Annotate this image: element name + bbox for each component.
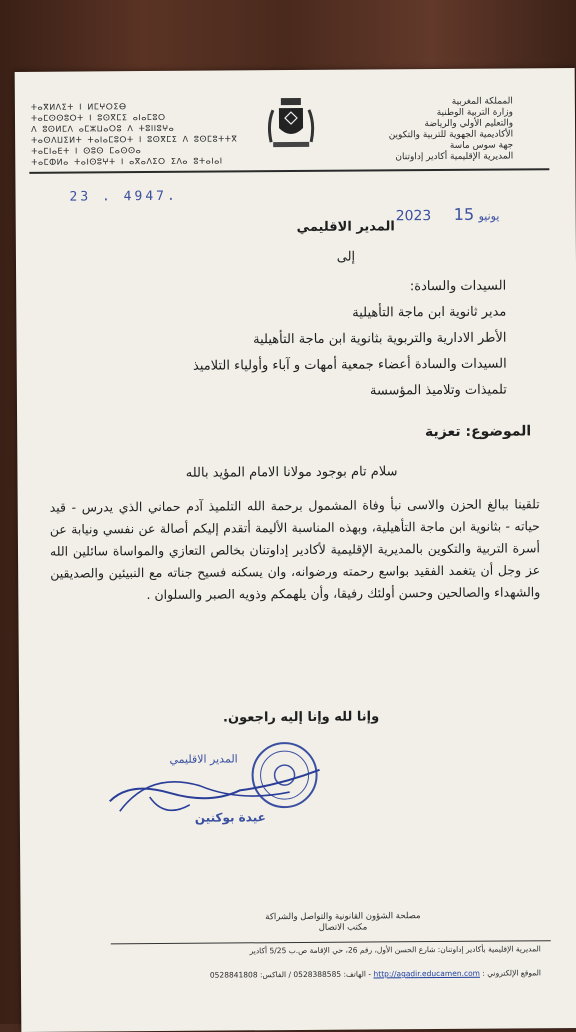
fax-label: الفاكس: [259,970,287,980]
fax-number: 0528841808 [209,970,258,980]
official-letter [15,68,576,1032]
date-day: 15 [453,204,475,224]
to-label: إلى [336,249,356,265]
tifinagh-line: ⵜⴰⵎⵀⵍⴰ ⵜⴰⵏⵙⵓⵖⵜ ⵏ ⴰⴳⴰⴷⵉⵔ ⵉⴷⴰ ⵓⵜⴰⵏⴰⵏ [31,156,223,167]
tifinagh-line: ⵜⴰⴳⵍⴷⵉⵜ ⵏ ⵍⵎⵖⵔⵉⴱ [30,102,127,112]
header-line: والتعليم الأولي والرياضة [424,118,514,130]
signature-block [89,730,350,842]
footer-office [265,911,420,934]
header-line: المديرية الإقليمية أكادير إداوتنان [395,151,514,163]
tifinagh-header [31,100,261,168]
date-month: يونيو [478,209,500,223]
tifinagh-line: ⵜⴰⵙⴷⵡⵉⵍⵜ ⵜⴰⵏⴰⵎⵓⵔⵜ ⵏ ⵓⵙⴳⵎⵉ ⴷ ⵓⵙⵎⵓⵜⵜⴳ [31,134,238,145]
website-link[interactable]: http://agadir.educamen.com [373,968,480,979]
date-year: 2023 [395,208,432,225]
recipient-line: تلميذات وتلاميذ المؤسسة [369,382,507,399]
phone-number: 0528388585 [293,969,342,980]
phone-label: الهاتف: [343,969,367,979]
header-divider [29,168,549,174]
greeting: سلام تام بوجود مولانا الامام المؤيد بالله [185,464,398,481]
website-label: الموقع الإلكتروني : [482,968,541,978]
reference-number: 23 . 4947. [69,188,178,205]
header-line: الأكاديمية الجهوية للتربية والتكوين [388,129,514,141]
tifinagh-line: ⴷ ⵓⵙⵍⵎⴷ ⴰⵎⵣⵡⴰⵔⵓ ⴷ ⵜⵓⵏⵏⵓⵖⴰ [31,123,175,134]
tifinagh-line: ⵜⴰⵎⵏⴰⴹⵜ ⵏ ⵙⵓⵙ ⵎⴰⵙⵙⴰ [31,146,142,156]
header-line: المملكة المغربية [451,96,513,107]
signatory-title: المدير الاقليمي [169,752,238,766]
header-line: جهة سوس ماسة [449,140,514,151]
letter-subject: الموضوع: تعزية [424,423,532,441]
footer-contacts: الموقع الإلكتروني : http://agadir.educamen.com - الهاتف: 0528388585 / الفاكس: 0528841808 [209,968,541,980]
office-name: مصلحة الشؤون القانونية والتواصل والشراكة [265,911,421,923]
body-paragraph: تلقينا ببالغ الحزن والاسى نبأ وفاة المشمول برحمة الله التلميذ آدم حماني الذي يدرس - قيد حياته - بثانوية ابن ماجة التأهيلية، وبهذه المناسبة الأليمة أتقدم إليكم أصالة عن نفسي ونيابة عن أسرة التربية والتكوين بالمديرية الإقليمية لأكادير إداوتنان بخالص التعازي والمواساة سائلين الله عز وجل أن يتغمد الفقيد بواسع رحمته ورضوانه، وان يسكنه فسيح جناته مع النبيئين والصديقين والشهداء والصالحين وحسن أولئك رفيقا، وأن يلهمكم وذويه الصبر والسلوان . [49,496,541,603]
closing-phrase: وإنا لله وإنا إليه راجعون. [222,709,380,726]
office-unit: مكتب الاتصال [318,922,368,933]
recipient-line: الأطر الادارية والتربوية بثانوية ابن ماجة التأهيلية [253,330,507,348]
salutation: السيدات والسادة: [409,278,507,295]
tifinagh-line: ⵜⴰⵎⵙⵙⵓⵔⵜ ⵏ ⵓⵙⴳⵎⵉ ⴰⵏⴰⵎⵓⵔ [30,112,166,123]
signature-stamp-icon [89,730,350,842]
letter-body [50,493,541,606]
signatory-name: عيدة بوكنين [194,810,266,825]
header-line: وزارة التربية الوطنية [436,107,513,119]
recipient-line: السيدات والسادة أعضاء جمعية أمهات و آباء وأولياء التلاميذ [192,356,507,374]
recipient-line: مدير ثانوية ابن ماجة التأهيلية [352,304,507,321]
sender-title: المدير الاقليمي [296,219,395,236]
arabic-header [293,96,513,164]
footer-address: المديرية الإقليمية بأكادير إداوتنان: شارع الحسن الأول، رقم 26، حي الإقامة ص.ب 5/25 أكادير [249,944,541,956]
